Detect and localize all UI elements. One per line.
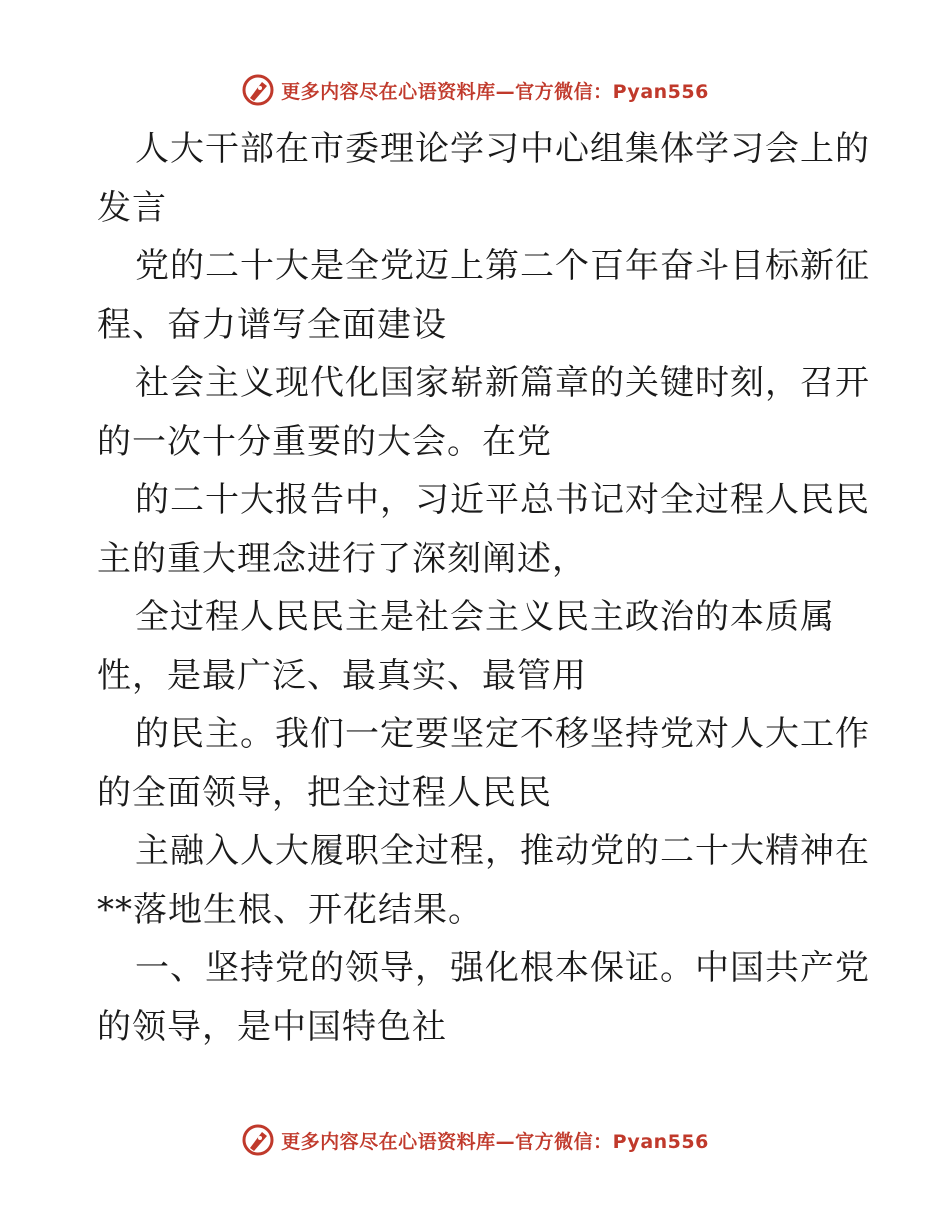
paragraph-line: 社会主义现代化国家崭新篇章的关键时刻，召开: [135, 363, 870, 403]
paragraph-line: 的二十大报告中，习近平总书记对全过程人民民: [135, 480, 870, 520]
paragraph-line: 全过程人民民主是社会主义民主政治的本质属: [135, 597, 835, 637]
paragraph-line: **落地生根、开花结果。: [97, 889, 483, 930]
paragraph-line: 程、奋力谱写全面建设: [97, 304, 447, 345]
title-line-1: 人大干部在市委理论学习中心组集体学习会上的: [135, 129, 870, 169]
paragraph-line: 主融入人大履职全过程，推动党的二十大精神在: [135, 831, 870, 871]
footer-banner-text: 更多内容尽在心语资料库—官方微信：Pyan556: [281, 1130, 709, 1153]
footer-banner: [0, 1120, 950, 1160]
document-body: [97, 120, 870, 1056]
paragraph-line: 性，是最广泛、最真实、最管用: [97, 655, 587, 696]
header-banner-text: 更多内容尽在心语资料库—官方微信：Pyan556: [281, 80, 709, 103]
section-heading-line: 一、坚持党的领导，强化根本保证。中国共产党: [135, 948, 870, 988]
paragraph-line: 主的重大理念进行了深刻阐述，: [97, 538, 587, 579]
paragraph-line: 的一次十分重要的大会。在党: [97, 421, 552, 462]
title-line-2: 发言: [97, 187, 167, 228]
paragraph-line: 的全面领导，把全过程人民民: [97, 772, 552, 813]
pen-nib-circle-icon: [241, 1123, 275, 1157]
paragraph-line: 党的二十大是全党迈上第二个百年奋斗目标新征: [135, 246, 870, 286]
paragraph-line: 的领导，是中国特色社: [97, 1006, 447, 1047]
pen-nib-circle-icon: [241, 73, 275, 107]
paragraph-line: 的民主。我们一定要坚定不移坚持党对人大工作: [135, 714, 870, 754]
header-banner: [0, 70, 950, 110]
